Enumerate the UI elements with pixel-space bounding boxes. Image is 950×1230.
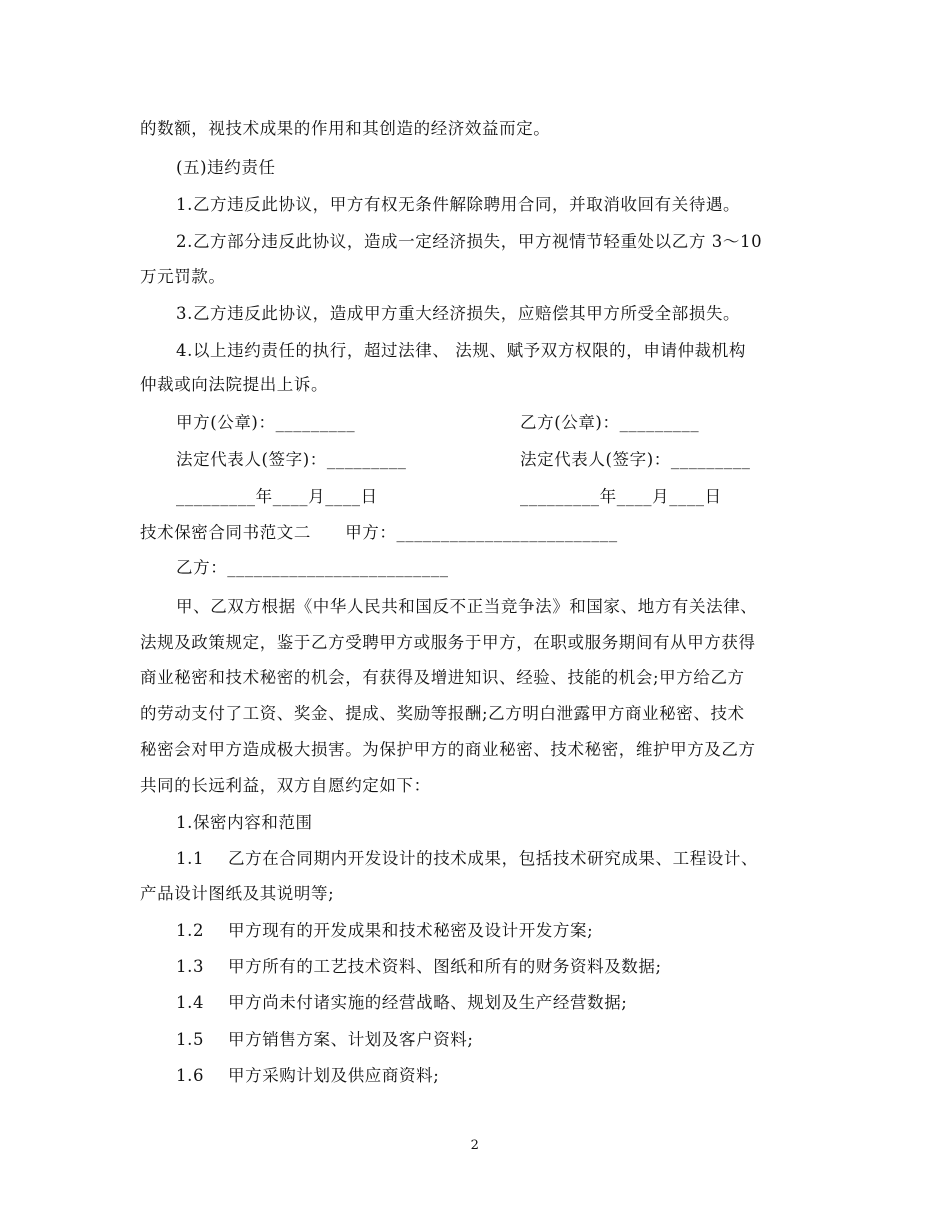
- party-b-seal-field: 乙方(公章)：_________: [520, 413, 700, 432]
- item-number: 1.2: [176, 921, 205, 940]
- preamble-line: 甲、乙双方根据《中华人民共和国反不正当竞争法》和国家、地方有关法律、: [176, 597, 758, 616]
- list-item: [176, 992, 627, 1014]
- paragraph-line: 4.以上违约责任的执行，超过法律、 法规、赋予双方权限的，申请仲裁机构: [176, 341, 746, 360]
- list-item: [176, 848, 758, 870]
- paragraph-line: 3.乙方违反此协议，造成甲方重大经济损失，应赔偿其甲方所受全部损失。: [176, 304, 741, 323]
- list-item: [176, 920, 593, 942]
- item-text: 甲方销售方案、计划及客户资料;: [228, 1030, 474, 1049]
- section-heading-breach: (五)违约责任: [176, 158, 276, 177]
- list-item: [176, 1029, 474, 1051]
- party-a-seal-field: 甲方(公章)：_________: [176, 413, 356, 432]
- item-text: 甲方采购计划及供应商资料;: [228, 1066, 440, 1085]
- item-number: 1.1: [176, 849, 205, 868]
- paragraph-line: 的数额，视技术成果的作用和其创造的经济效益而定。: [140, 119, 551, 138]
- party-b-rep-field: 法定代表人(签字)：_________: [520, 450, 751, 469]
- party-a-date-field: _________年____月____日: [176, 487, 378, 506]
- item-text: 甲方所有的工艺技术资料、图纸和所有的财务资料及数据;: [228, 957, 662, 976]
- preamble-line: 法规及政策规定，鉴于乙方受聘甲方或服务于甲方，在职或服务期间有从甲方获得: [140, 633, 756, 652]
- paragraph-line: 2.乙方部分违反此协议，造成一定经济损失，甲方视情节轻重处以乙方 3～10: [176, 232, 763, 251]
- section-1-title: 1.保密内容和范围: [176, 813, 313, 832]
- item-number: 1.3: [176, 957, 205, 976]
- item-text: 甲方尚未付诸实施的经营战略、规划及生产经营数据;: [228, 993, 628, 1012]
- party-b-date-field: _________年____月____日: [520, 487, 722, 506]
- item-number: 1.5: [176, 1030, 205, 1049]
- page-number: 2: [470, 1138, 480, 1153]
- party-a-rep-field: 法定代表人(签字)：_________: [176, 450, 407, 469]
- preamble-line: 秘密会对甲方造成极大损害。为保护甲方的商业秘密、技术秘密，维护甲方及乙方: [140, 740, 756, 759]
- contract-title-line: 技术保密合同书范文二 甲方：_________________________: [140, 523, 618, 542]
- item-number: 1.4: [176, 993, 205, 1012]
- paragraph-line: 1.乙方违反此协议，甲方有权无条件解除聘用合同，并取消收回有关待遇。: [176, 195, 741, 214]
- preamble-line: 共同的长远利益，双方自愿约定如下：: [140, 776, 431, 795]
- list-item: [176, 1065, 439, 1087]
- paragraph-line: 万元罚款。: [140, 267, 226, 286]
- preamble-line: 商业秘密和技术秘密的机会，有获得及增进知识、经验、技能的机会;甲方给乙方: [140, 668, 745, 687]
- list-item-continuation: 产品设计图纸及其说明等;: [140, 884, 335, 903]
- item-number: 1.6: [176, 1066, 205, 1085]
- item-text: 乙方在合同期内开发设计的技术成果，包括技术研究成果、工程设计、: [228, 849, 759, 868]
- party-b-line: 乙方：_________________________: [176, 558, 449, 577]
- list-item: [176, 956, 662, 978]
- item-text: 甲方现有的开发成果和技术秘密及设计开发方案;: [228, 921, 594, 940]
- paragraph-line: 仲裁或向法院提出上诉。: [140, 375, 329, 394]
- preamble-line: 的劳动支付了工资、奖金、提成、奖励等报酬;乙方明白泄露甲方商业秘密、技术: [140, 704, 745, 723]
